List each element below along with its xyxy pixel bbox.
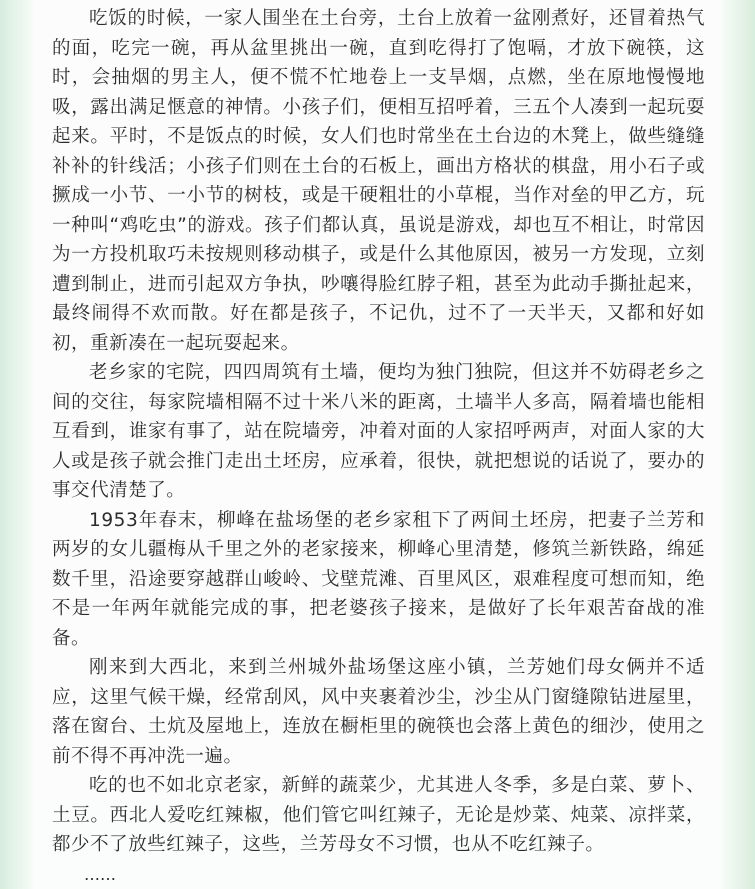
continuation-ellipsis: …… — [52, 860, 705, 889]
article-paragraph: 吃饭的时候，一家人围坐在土台旁，土台上放着一盆刚煮好，还冒着热气的面，吃完一碗，再从盆里挑出一碗，直到吃得打了饱嗝，才放下碗筷，这时，会抽烟的男主人，便不慌不忙地卷上一支旱烟，点燃，坐在原地慢慢地吸，露出满足惬意的神情。小孩子们，便相互招呼着，三五个人凑到一起玩耍起来。平时，不是饭点的时候，女人们也时常坐在土台边的木凳上，做些缝缝补补的针线活；小孩子们则在土台的石板上，画出方格状的棋盘，用小石子或撅成一小节、一小节的树枝，或是干硬粗壮的小草棍，当作对垒的甲乙方，玩一种叫“鸡吃虫”的游戏。孩子们都认真，虽说是游戏，却也互不相让，时常因为一方投机取巧未按规则移动棋子，或是什么其他原因，被另一方发现，立刻遭到制止，进而引起双方争执，吵嚷得脸红脖子粗，甚至为此动手撕扯起来，最终闹得不欢而散。好在都是孩子，不记仇，过不了一天半天，又都和好如初，重新凑在一起玩耍起来。 — [52, 4, 705, 358]
article-paragraph: 1953年春末，柳峰在盐场堡的老乡家租下了两间土坯房，把妻子兰芳和两岁的女儿疆梅从千里之外的老家接来，柳峰心里清楚，修筑兰新铁路，绵延数千里，沿途要穿越群山峻岭、戈壁荒滩、百里风区，艰难程度可想而知，绝不是一年两年就能完成的事，把老婆孩子接来，是做好了长年艰苦奋战的准备。 — [52, 506, 705, 654]
article-paragraph: 刚来到大西北，来到兰州城外盐场堡这座小镇，兰芳她们母女俩并不适应，这里气候干燥，经常刮风，风中夹裹着沙尘，沙尘从门窗缝隙钻进屋里，落在窗台、土炕及屋地上，连放在橱柜里的碗筷也会落上黄色的细沙，使用之前不得不再冲洗一遍。 — [52, 653, 705, 771]
article-paragraph: 老乡家的宅院，四四周筑有土墙，便均为独门独院，但这并不妨碍老乡之间的交往，每家院墙相隔不过十米八米的距离，土墙半人多高，隔着墙也能相互看到，谁家有事了，站在院墙旁，冲着对面的人家招呼两声，对面人家的大人或是孩子就会推门走出土坯房，应承着，很快，就把想说的话说了，要办的事交代清楚了。 — [52, 358, 705, 506]
article-page — [34, 0, 721, 800]
article-body — [52, 4, 705, 889]
article-paragraph: 吃的也不如北京老家，新鲜的蔬菜少，尤其进人冬季，多是白菜、萝卜、土豆。西北人爱吃红辣椒，他们管它叫红辣子，无论是炒菜、炖菜、凉拌菜，都少不了放些红辣子，这些，兰芳母女不习惯，也从不吃红辣子。 — [52, 771, 705, 860]
